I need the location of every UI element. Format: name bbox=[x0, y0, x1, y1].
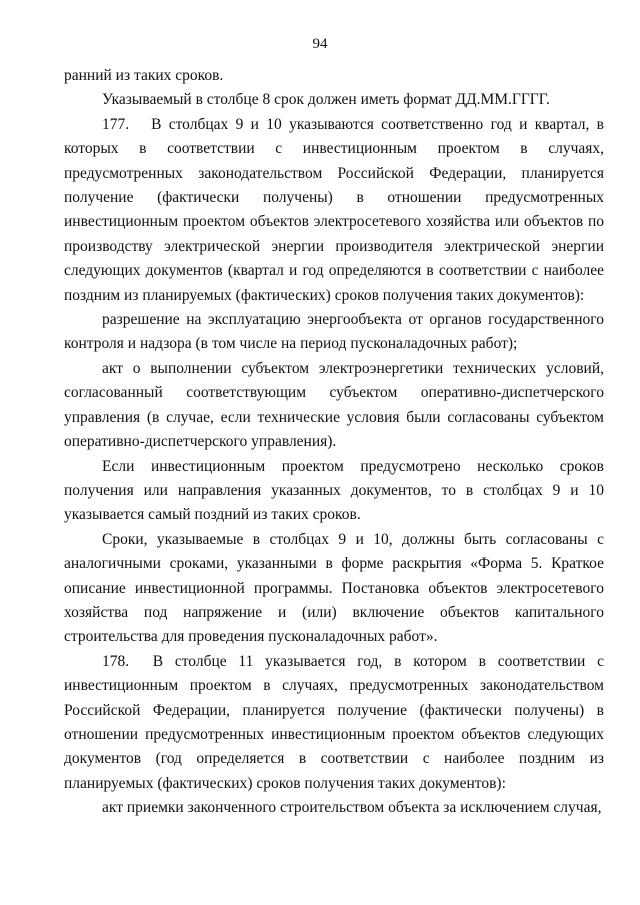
paragraph-177: 177. В столбцах 9 и 10 указываются соответственно год и квартал, в которых в соответствии с инвестиционным проектом в случаях, предусмотренных законодательством Российской Федерации, планируется получение (фактически получены) в отношении предусмотренных инвестиционным проектом объектов электросетевого хозяйства или объектов по производству электрической энергии производителя электрической энергии следующих документов (квартал и год определяются в соответствии с наиболее поздним из планируемых (фактических) сроков получения таких документов): bbox=[64, 115, 604, 304]
paragraph-178: 178. В столбце 11 указывается год, в котором в соответствии с инвестиционным проектом в случаях, предусмотренных законодательством Российской Федерации, планируется получение (фактически получены) в отношении предусмотренных инвестиционным проектом объектов следующих документов (год определяется в соответствии с наиболее поздним из планируемых (фактических) сроков получения таких документов): bbox=[64, 652, 604, 792]
paragraph-permit: разрешение на эксплуатацию энергообъекта от органов государственного контроля и надзора (в том числе на период пусконаладочных работ); bbox=[64, 311, 604, 353]
text-body bbox=[64, 64, 604, 821]
paragraph-continuation: ранний из таких сроков. bbox=[64, 67, 224, 84]
paragraph-multiple-terms: Если инвестиционным проектом предусмотрено несколько сроков получения или направления указанных документов, то в столбцах 9 и 10 указывается самый поздний из таких сроков. bbox=[64, 457, 604, 524]
page-number: 94 bbox=[312, 36, 328, 52]
paragraph-acceptance-act: акт приемки законченного строительством объекта за исключением случая, bbox=[102, 799, 602, 817]
paragraph-date-format: Указываемый в столбце 8 срок должен иметь формат ДД.ММ.ГГГГ. bbox=[102, 91, 550, 109]
paragraph-act-conditions: акт о выполнении субъектом электроэнергетики технических условий, согласованный соответствующим субъектом оперативно-диспетчерского управления (в случае, если технические условия были согласованы субъектом оперативно-диспетчерского управления). bbox=[64, 359, 604, 451]
paragraph-terms-agreement: Сроки, указываемые в столбцах 9 и 10, должны быть согласованы с аналогичными сроками, указанными в форме раскрытия «Форма 5. Краткое описание инвестиционной программы. Постановка объектов электросетевого хозяйства под напряжение и (или) включение объектов капитального строительства для проведения пусконаладочных работ». bbox=[64, 530, 604, 646]
